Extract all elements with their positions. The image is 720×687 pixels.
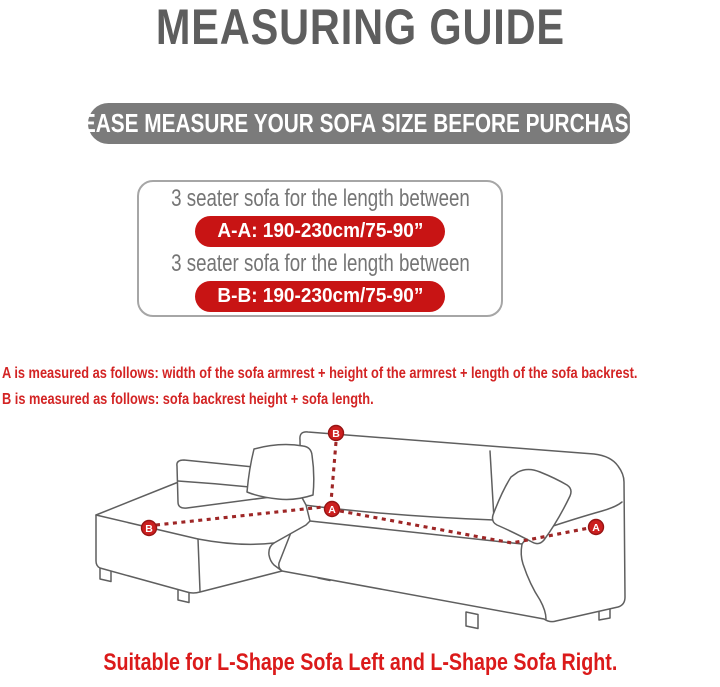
size-range-pill-bb-text: B-B: 190-230cm/75-90” <box>217 285 423 307</box>
marker-b-left-letter: B <box>145 522 153 535</box>
sofa-right-section <box>279 432 625 622</box>
size-range-pill-aa-text: A-A: 190-230cm/75-90” <box>217 220 423 242</box>
marker-a-corner <box>325 502 340 517</box>
notice-banner <box>54 103 666 144</box>
size-range-pill-aa <box>195 216 446 247</box>
notice-banner-text: PLEASE MEASURE YOUR SOFA SIZE BEFORE PURCHASING <box>54 108 666 138</box>
note-measure-b: B is measured as follows: sofa backrest height + sofa length. <box>2 391 374 408</box>
marker-b-top <box>329 426 344 441</box>
marker-a-corner-letter: A <box>328 503 336 516</box>
marker-a-right <box>589 520 604 535</box>
sofa-drawing <box>96 432 625 629</box>
marker-a-right-letter: A <box>592 521 600 534</box>
measurement-notes <box>2 361 720 413</box>
marker-b-left <box>142 521 157 536</box>
size-row-label-2: 3 seater sofa for the length between <box>170 250 470 277</box>
size-row-label-1: 3 seater sofa for the length between <box>170 185 470 212</box>
footer-note-text: Suitable for L-Shape Sofa Left and L-Shape Sofa Right. <box>103 649 617 676</box>
sofa-diagram <box>50 415 670 645</box>
size-range-pill-bb <box>195 281 446 312</box>
page-title <box>0 0 720 56</box>
marker-b-top-letter: B <box>332 427 340 440</box>
note-measure-a: A is measured as follows: width of the sofa armrest + height of the armrest + length of the sofa backrest. <box>2 365 638 382</box>
size-info-box <box>137 180 503 317</box>
sofa-leg <box>466 612 478 629</box>
pillow-left <box>247 445 314 500</box>
footer-note <box>0 649 720 677</box>
page-title-text: MEASURING GUIDE <box>155 0 565 55</box>
